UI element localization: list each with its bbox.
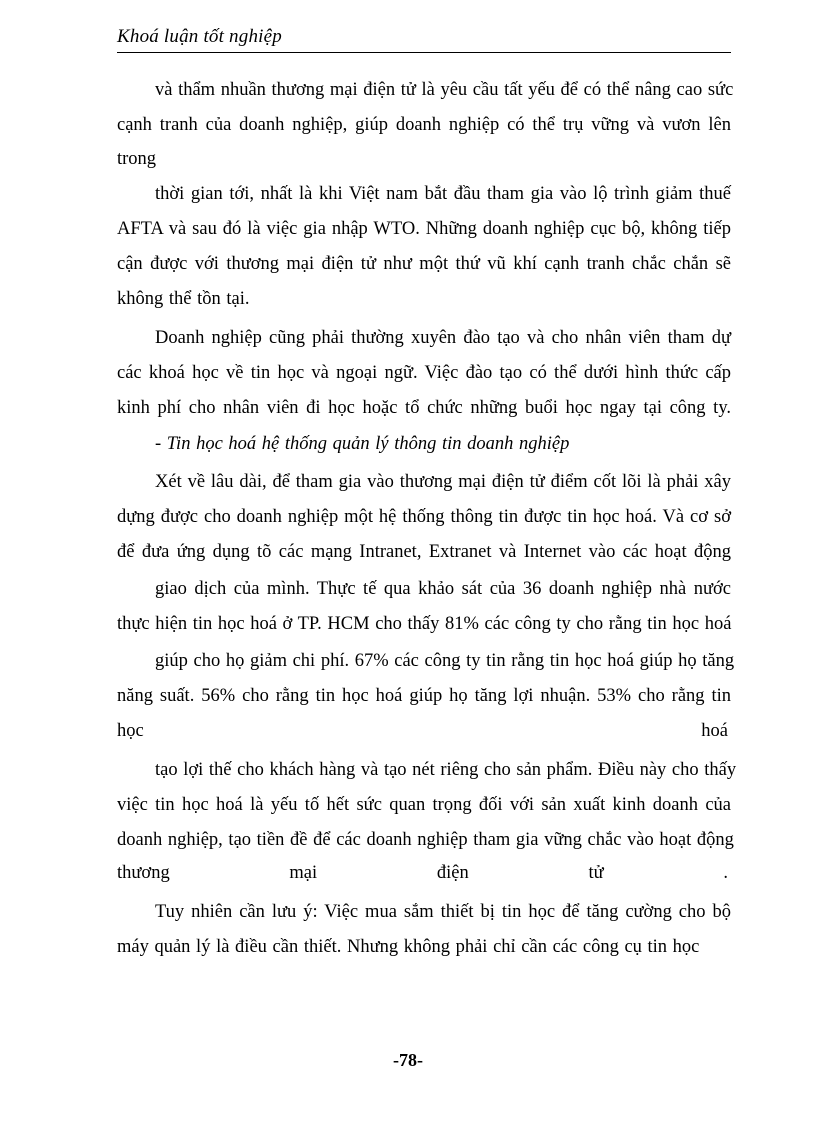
text-line: các khoá học về tin học và ngoại ngữ. Việc đào tạo có thể dưới hình thức cấp [117,363,731,383]
word: học [117,721,144,741]
text-line: và thẩm nhuần thương mại điện tử là yêu cầu tất yếu để có thể nâng cao sức [155,80,734,100]
text-line: giúp cho họ giảm chi phí. 67% các công ty tin rằng tin học hoá giúp họ tăng [155,651,735,671]
word: mại [289,863,318,883]
header-title: Khoá luận tốt nghiệp [117,26,282,47]
text-line: Xét về lâu dài, để tham gia vào thương mại điện tử điểm cốt lõi là phải xây [155,472,731,492]
text-line: năng suất. 56% cho rằng tin học hoá giúp họ tăng lợi nhuận. 53% cho rằng tin [117,686,731,706]
word: điện [436,863,469,883]
text-line: tạo lợi thế cho khách hàng và tạo nét riêng cho sản phẩm. Điều này cho thấy [155,760,737,780]
word: thương [117,863,170,883]
page-header [117,22,731,53]
text-line-spread [117,862,728,884]
text-line: doanh nghiệp, tạo tiền đề để các doanh nghiệp tham gia vững chắc vào hoạt động [117,830,734,850]
text-line: cận được với thương mại điện tử như một thứ vũ khí cạnh tranh chắc chắn sẽ [117,254,731,274]
text-line: máy quản lý là điều cần thiết. Nhưng không phải chỉ cần các công cụ tin học [117,937,700,957]
word: tử [588,863,604,883]
text-line: kinh phí cho nhân viên đi học hoặc tổ chức những buổi học ngay tại công ty. [117,398,731,418]
text-line: để đưa ứng dụng tõ các mạng Intranet, Extranet và Internet vào các hoạt động [117,542,731,562]
text-line-spread [117,720,728,742]
page-number: -78- [393,1050,423,1070]
text-line: thời gian tới, nhất là khi Việt nam bắt đầu tham gia vào lộ trình giảm thuế [155,184,731,204]
text-line: Doanh nghiệp cũng phải thường xuyên đào tạo và cho nhân viên tham dự [155,328,731,348]
word: . [723,863,728,883]
text-line: thực hiện tin học hoá ở TP. HCM cho thấy 81% các công ty cho rằng tin học hoá [117,614,732,634]
text-line: giao dịch của mình. Thực tế qua khảo sát của 36 doanh nghiệp nhà nước [155,579,731,599]
text-line: không thể tồn tại. [117,289,250,309]
text-line: cạnh tranh của doanh nghiệp, giúp doanh nghiệp có thể trụ vững và vươn lên [117,115,731,135]
text-line: việc tin học hoá là yếu tố hết sức quan trọng đối với sản xuất kinh doanh của [117,795,731,815]
word: hoá [701,721,728,741]
section-heading: - Tin học hoá hệ thống quản lý thông tin doanh nghiệp [155,434,570,454]
text-line: Tuy nhiên cần lưu ý: Việc mua sắm thiết bị tin học để tăng cường cho bộ [155,902,731,922]
text-line: dựng được cho doanh nghiệp một hệ thống thông tin được tin học hoá. Và cơ sở [117,507,731,527]
text-line: AFTA và sau đó là việc gia nhập WTO. Những doanh nghiệp cục bộ, không tiếp [117,219,731,239]
text-line: trong [117,149,157,169]
